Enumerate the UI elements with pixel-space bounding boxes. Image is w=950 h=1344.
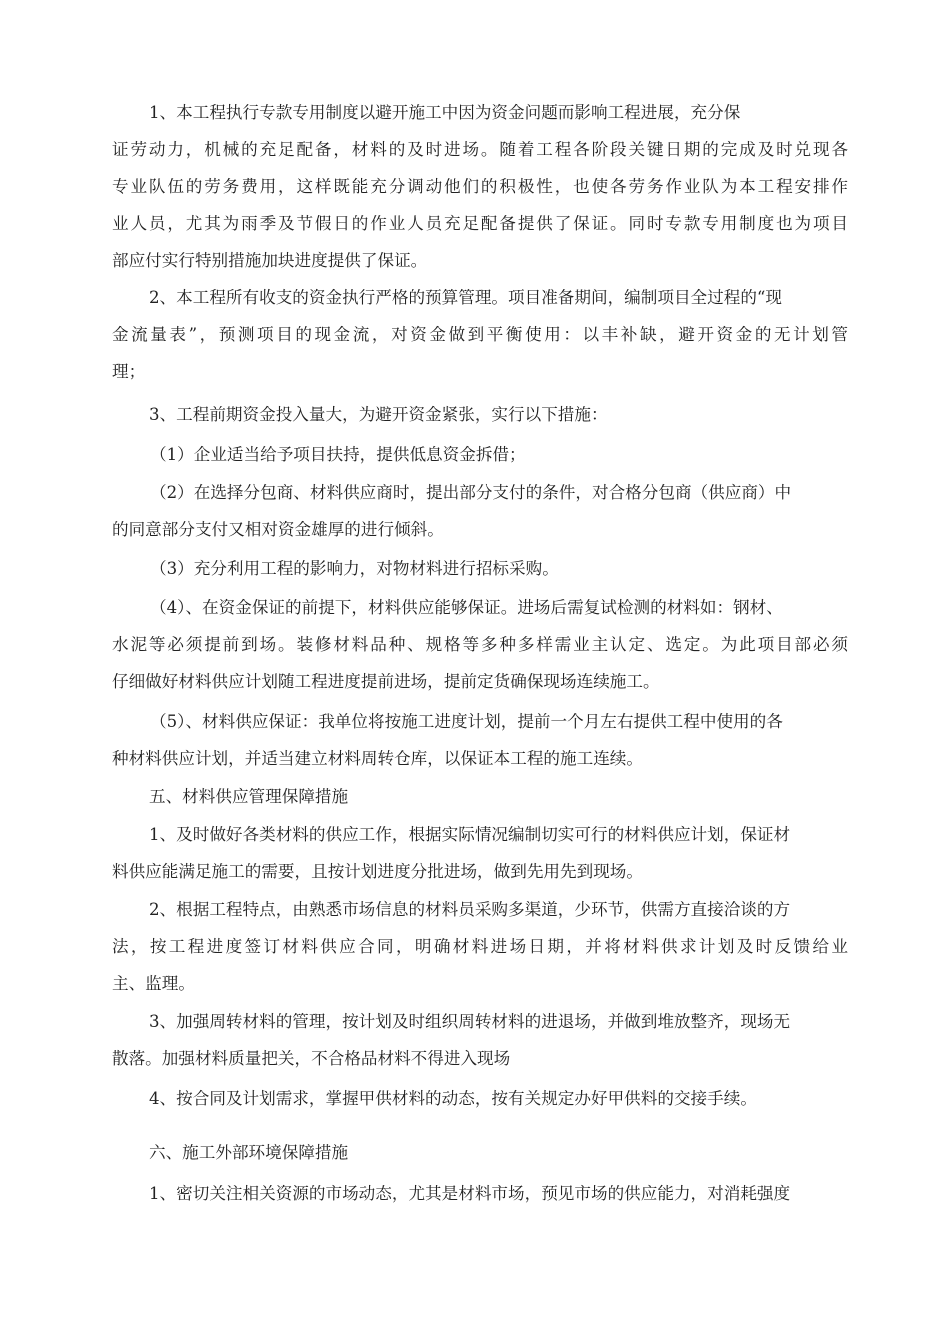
section-5-item-1-line-2: 料供应能满足施工的需要，且按计划进度分批进场，做到先用先到现场。: [112, 862, 643, 881]
item-3: （3）充分利用工程的影响力，对物材料进行招标采购。: [150, 559, 559, 578]
section-5-item-4: 4、按合同及计划需求，掌握甲供材料的动态，按有关规定办好甲供料的交接手续。: [149, 1089, 757, 1108]
paragraph-2-line-2: 金流量表”，预测项目的现金流，对资金做到平衡使用：以丰补缺，避开资金的无计划管: [112, 325, 848, 344]
paragraph-2-line-1: 2、本工程所有收支的资金执行严格的预算管理。项目准备期间，编制项目全过程的“现: [149, 288, 783, 307]
paragraph-2-line-3: 理；: [112, 362, 146, 381]
section-5-item-2-line-3: 主、监理。: [112, 974, 195, 993]
item-2-line-1: （2）在选择分包商、材料供应商时，提出部分支付的条件，对合格分包商（供应商）中: [150, 483, 792, 502]
paragraph-1-line-4: 业人员，尤其为雨季及节假日的作业人员充足配备提供了保证。同时专款专用制度也为项目: [112, 214, 848, 233]
item-5-line-1: （5）、材料供应保证：我单位将按施工进度计划，提前一个月左右提供工程中使用的各: [150, 712, 783, 731]
paragraph-1-line-1: 1、本工程执行专款专用制度以避开施工中因为资金问题而影响工程进展，充分保: [149, 103, 741, 122]
section-5-item-1-line-1: 1、及时做好各类材料的供应工作，根据实际情况编制切实可行的材料供应计划，保证材: [149, 825, 791, 844]
item-4-line-3: 仔细做好材料供应计划随工程进度提前进场，提前定货确保现场连续施工。: [112, 672, 660, 691]
item-2-line-2: 的同意部分支付又相对资金雄厚的进行倾斜。: [112, 520, 444, 539]
paragraph-1-line-2: 证劳动力，机械的充足配备，材料的及时进场。随着工程各阶段关键日期的完成及时兑现各: [112, 140, 848, 159]
item-1: （1）企业适当给予项目扶持，提供低息资金拆借；: [150, 445, 526, 464]
section-heading-6: 六、施工外部环境保障措施: [149, 1143, 349, 1162]
item-4-line-2: 水泥等必须提前到场。装修材料品种、规格等多种多样需业主认定、选定。为此项目部必须: [112, 635, 848, 654]
section-5-item-3-line-2: 散落。加强材料质量把关，不合格品材料不得进入现场: [112, 1049, 511, 1068]
section-heading-5: 五、材料供应管理保障措施: [149, 787, 349, 806]
item-4-line-1: （4）、在资金保证的前提下，材料供应能够保证。进场后需复试检测的材料如：钢材、: [150, 598, 783, 617]
paragraph-3: 3、工程前期资金投入量大，为避开资金紧张，实行以下措施：: [149, 405, 608, 424]
section-5-item-3-line-1: 3、加强周转材料的管理，按计划及时组织周转材料的进退场，并做到堆放整齐，现场无: [149, 1012, 791, 1031]
section-6-item-1-line-1: 1、密切关注相关资源的市场动态，尤其是材料市场，预见市场的供应能力，对消耗强度: [149, 1184, 791, 1203]
paragraph-1-line-3: 专业队伍的劳务费用，这样既能充分调动他们的积极性，也使各劳务作业队为本工程安排作: [112, 177, 848, 196]
section-5-item-2-line-1: 2、根据工程特点，由熟悉市场信息的材料员采购多渠道，少环节，供需方直接洽谈的方: [149, 900, 791, 919]
section-5-item-2-line-2: 法，按工程进度签订材料供应合同，明确材料进场日期，并将材料供求计划及时反馈给业: [112, 937, 848, 956]
paragraph-1-line-5: 部应付实行特别措施加块进度提供了保证。: [112, 251, 428, 270]
item-5-line-2: 种材料供应计划，并适当建立材料周转仓库，以保证本工程的施工连续。: [112, 749, 643, 768]
